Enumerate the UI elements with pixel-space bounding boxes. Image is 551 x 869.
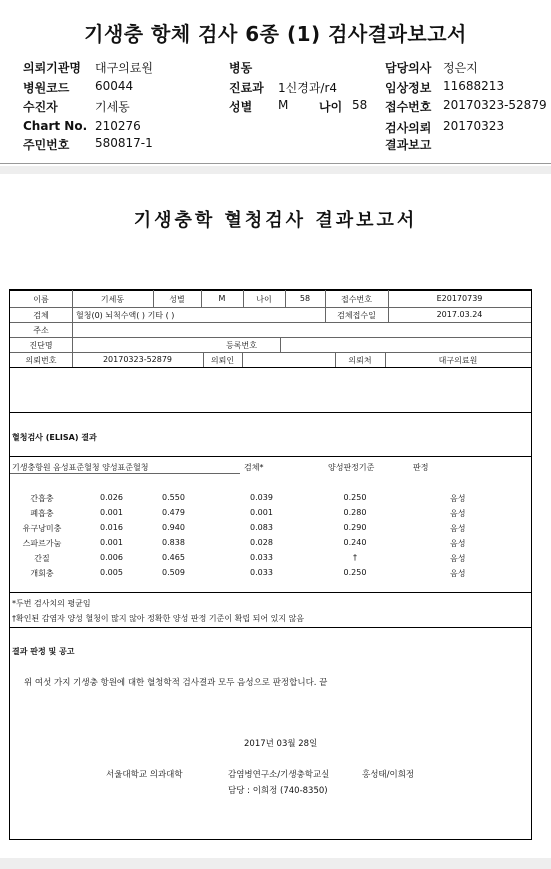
col-antigen: 기생충항원 음성표준혈청 양성표준혈청 <box>12 463 149 472</box>
ward-label: 병동 <box>229 61 253 75</box>
issuing-lab: 감염병연구소/기생충학교실 <box>228 770 330 780</box>
age-label-2: 나이 <box>256 295 272 304</box>
hospital-code-label: 병원코드 <box>23 81 70 95</box>
sex-label-2: 성별 <box>169 295 185 304</box>
row-name: 유구낭미충 <box>22 524 62 533</box>
row-name: 간질 <box>34 554 50 563</box>
note-average: *두번 검사치의 평균임 <box>12 599 91 608</box>
receipt-no-label: 접수번호 <box>341 295 372 304</box>
report-title: 기생충학 혈청검사 결과보고서 <box>133 210 418 231</box>
name-label: 이름 <box>33 295 49 304</box>
specimen-date-value: 2017.03.24 <box>436 310 483 319</box>
note-dagger: †확인된 감염자 양성 혈청이 많지 않아 정확한 양성 판정 기준이 확립 되어 있지 않음 <box>12 614 305 623</box>
col-judgment: 판정 <box>413 463 429 472</box>
hospital-code-value: 60044 <box>95 79 134 93</box>
conclusion-title: 결과 판정 및 공고 <box>12 647 75 656</box>
row-cutoff: 0.240 <box>343 538 367 547</box>
sex-label: 성별 <box>229 100 253 114</box>
row-result: 음성 <box>450 539 466 548</box>
row-spec: 0.039 <box>250 493 273 502</box>
header-divider <box>0 163 551 164</box>
request-place-label: 의뢰처 <box>348 356 372 365</box>
clinical-label: 임상정보 <box>385 81 432 95</box>
elisa-title: 혈청검사 (ELISA) 결과 <box>12 433 97 442</box>
row-name: 개회충 <box>30 569 54 578</box>
specimen-date-label: 검체접수일 <box>337 311 376 320</box>
specimen-label: 검체 <box>33 311 49 320</box>
row-result: 음성 <box>450 509 466 518</box>
requester-label: 의뢰인 <box>210 356 235 365</box>
row-pos: 0.465 <box>162 553 185 562</box>
request-label: 검사의뢰 <box>385 121 432 135</box>
resident-no-label: 주민번호 <box>23 138 70 152</box>
row-pos: 0.479 <box>162 508 185 517</box>
row-result: 음성 <box>450 494 466 503</box>
page-bottom-gap <box>0 858 551 869</box>
chart-no-value: 210276 <box>95 119 141 133</box>
row-neg: 0.026 <box>100 493 123 502</box>
report-date: 2017년 03월 28일 <box>244 739 318 749</box>
contact-info: 담당 : 이희정 (740-8350) <box>228 786 328 796</box>
row-result: 음성 <box>450 524 466 533</box>
row-name: 간흡충 <box>30 494 54 503</box>
document-title: 기생충 항체 검사 6종 (1) 검사결과보고서 <box>84 22 467 46</box>
request-no-value: 20170323-52879 <box>102 355 173 364</box>
issuing-institution: 서울대학교 의과대학 <box>106 770 183 780</box>
page-gap <box>0 166 551 174</box>
clinical-value: 11688213 <box>443 79 505 93</box>
row-cutoff: 0.250 <box>343 493 367 502</box>
receipt-label: 접수번호 <box>385 100 432 114</box>
row-neg: 0.001 <box>100 508 123 517</box>
row-result: 음성 <box>450 569 466 578</box>
col-cutoff: 양성판정기준 <box>328 463 375 472</box>
result-report-label: 결과보고 <box>385 138 432 152</box>
dept-label: 진료과 <box>229 81 264 95</box>
row-pos: 0.838 <box>162 538 185 547</box>
row-spec: 0.001 <box>250 508 273 517</box>
row-spec: 0.083 <box>250 523 273 532</box>
row-spec: 0.028 <box>250 538 273 547</box>
row-neg: 0.001 <box>100 538 123 547</box>
row-neg: 0.006 <box>100 553 123 562</box>
specimen-value: 혈청(0) 뇌척수액( ) 기타 ( ) <box>76 311 175 320</box>
age-value-2: 58 <box>299 294 311 303</box>
row-cutoff: 0.280 <box>343 508 367 517</box>
address-label: 주소 <box>33 326 49 335</box>
collector-label: 수진자 <box>23 100 58 114</box>
resident-no-value: 580817-1 <box>95 136 153 150</box>
name-value: 기세동 <box>100 295 125 304</box>
age-value: 58 <box>352 98 368 112</box>
row-result: 음성 <box>450 554 466 563</box>
age-label: 나이 <box>319 100 343 114</box>
row-spec: 0.033 <box>250 553 273 562</box>
diagnosis-label: 진단명 <box>29 341 53 350</box>
row-name: 스파르가눔 <box>22 539 62 548</box>
row-pos: 0.509 <box>162 568 185 577</box>
row-name: 폐흡충 <box>30 509 54 518</box>
request-value: 20170323 <box>443 119 505 133</box>
row-pos: 0.940 <box>162 523 185 532</box>
report-frame <box>9 289 532 840</box>
chart-no-label: Chart No. <box>23 119 88 133</box>
row-cutoff: † <box>353 553 357 562</box>
receipt-value: 20170323-52879 <box>443 98 547 112</box>
collector-value: 기세동 <box>95 100 130 114</box>
doctor-value: 정은지 <box>443 61 478 75</box>
doctor-label: 담당의사 <box>385 61 432 75</box>
row-neg: 0.005 <box>100 568 123 577</box>
request-place-value: 대구의료원 <box>438 356 478 365</box>
institution-label: 의뢰기관명 <box>23 61 81 75</box>
row-cutoff: 0.290 <box>343 523 367 532</box>
sex-value: M <box>278 98 289 112</box>
registration-label: 등록번호 <box>226 341 257 350</box>
row-spec: 0.033 <box>250 568 273 577</box>
col-specimen: 검체* <box>244 463 264 472</box>
dept-value: 1신경과/r4 <box>278 81 338 95</box>
conclusion-text: 위 여섯 가지 기생충 항원에 대한 혈청학적 검사결과 모두 음성으로 판정합니다. 끝 <box>24 678 328 688</box>
row-cutoff: 0.250 <box>343 568 367 577</box>
request-no-label: 의뢰번호 <box>25 356 57 365</box>
row-neg: 0.016 <box>100 523 123 532</box>
institution-value: 대구의료원 <box>95 61 153 75</box>
sex-value-2: M <box>218 294 226 303</box>
issuing-staff: 홍성태/이희정 <box>362 770 415 780</box>
row-pos: 0.550 <box>162 493 185 502</box>
receipt-no-value: E20170739 <box>436 294 483 303</box>
